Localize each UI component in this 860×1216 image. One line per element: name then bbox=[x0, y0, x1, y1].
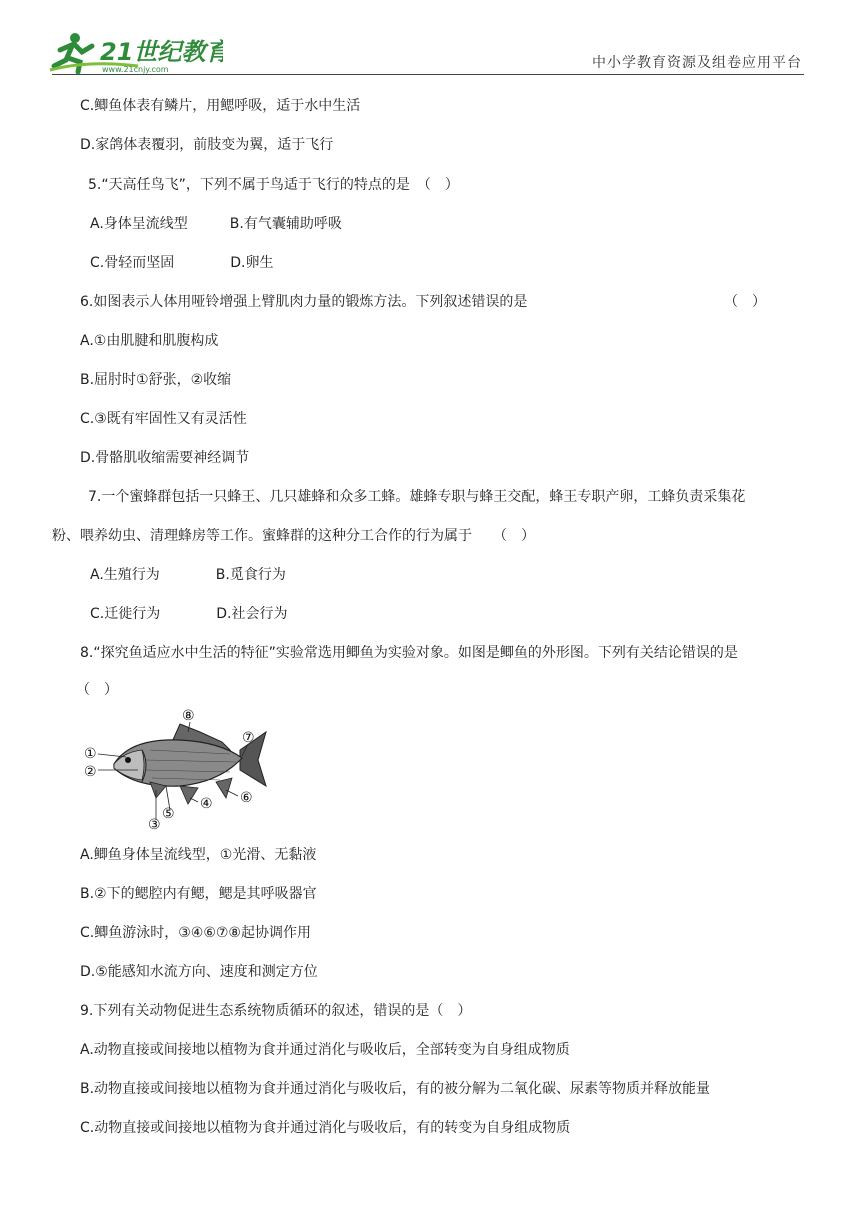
q4-option-c: C.鲫鱼体表有鳞片，用鳃呼吸，适于水中生活 bbox=[80, 98, 361, 114]
svg-text:21世纪教育: 21世纪教育 bbox=[100, 38, 223, 66]
label-4: ④ bbox=[200, 796, 213, 812]
q6-option-c: C.③既有牢固性又有灵活性 bbox=[80, 411, 247, 427]
q8-option-b: B.②下的鳃腔内有鳃，鳃是其呼吸器官 bbox=[80, 886, 317, 902]
question-6-bracket: （ ） bbox=[724, 294, 766, 310]
question-8-bracket: （ ） bbox=[76, 682, 118, 698]
fish-figure bbox=[80, 702, 280, 832]
q6-option-b: B.屈肘时①舒张，②收缩 bbox=[80, 372, 232, 388]
q9-option-c: C.动物直接或间接地以植物为食并通过消化与吸收后，有的转变为自身组成物质 bbox=[80, 1120, 571, 1136]
label-8: ⑧ bbox=[182, 708, 195, 724]
label-5: ⑤ bbox=[162, 806, 175, 822]
logo bbox=[48, 30, 223, 76]
crucian-carp-diagram bbox=[80, 702, 280, 832]
q8-option-c: C.鲫鱼游泳时，③④⑥⑦⑧起协调作用 bbox=[80, 925, 311, 941]
label-7: ⑦ bbox=[242, 730, 255, 746]
question-7-line2: 粉、喂养幼虫、清理蜂房等工作。蜜蜂群的这种分工合作的行为属于 （ ） bbox=[52, 528, 535, 544]
platform-name: 中小学教育资源及组卷应用平台 bbox=[592, 55, 802, 71]
label-3: ③ bbox=[148, 817, 161, 832]
q8-option-d: D.⑤能感知水流方向、速度和测定方位 bbox=[80, 964, 318, 980]
logo-graphic bbox=[48, 30, 223, 76]
question-8-line1: 8.“探究鱼适应水中生活的特征”实验常选用鲫鱼为实验对象。如图是鲫鱼的外形图。下列有关结论错误的是 bbox=[80, 645, 738, 661]
q4-option-d: D.家鸽体表覆羽，前肢变为翼，适于飞行 bbox=[80, 137, 334, 153]
svg-text:www.21cnjy.com: www.21cnjy.com bbox=[102, 65, 169, 74]
label-1: ① bbox=[84, 746, 97, 762]
q7-options-cd: C.迁徙行为 D.社会行为 bbox=[90, 606, 288, 622]
question-5: 5.“天高任鸟飞”，下列不属于鸟适于飞行的特点的是 （ ） bbox=[88, 177, 459, 193]
question-7-line1: 7.一个蜜蜂群包括一只蜂王、几只雄蜂和众多工蜂。雄蜂专职与蜂王交配，蜂王专职产卵，工蜂负责采集花 bbox=[88, 489, 746, 505]
q8-option-a: A.鲫鱼身体呈流线型，①光滑、无黏液 bbox=[80, 847, 317, 863]
q9-option-a: A.动物直接或间接地以植物为食并通过消化与吸收后，全部转变为自身组成物质 bbox=[80, 1042, 570, 1058]
q7-options-ab: A.生殖行为 B.觅食行为 bbox=[90, 567, 286, 583]
question-9: 9.下列有关动物促进生态系统物质循环的叙述，错误的是（ ） bbox=[80, 1003, 472, 1019]
q6-option-a: A.①由肌腱和肌腹构成 bbox=[80, 333, 219, 349]
q9-option-b: B.动物直接或间接地以植物为食并通过消化与吸收后，有的被分解为二氧化碳、尿素等物质并释放能量 bbox=[80, 1081, 711, 1097]
q5-options-cd: C.骨轻而坚固 D.卵生 bbox=[90, 255, 274, 271]
q5-options-ab: A.身体呈流线型 B.有气囊辅助呼吸 bbox=[90, 216, 342, 232]
label-6: ⑥ bbox=[240, 790, 253, 806]
page-header bbox=[0, 0, 860, 80]
q6-option-d: D.骨骼肌收缩需要神经调节 bbox=[80, 450, 250, 466]
label-2: ② bbox=[84, 764, 97, 780]
question-6: 6.如图表示人体用哑铃增强上臂肌肉力量的锻炼方法。下列叙述错误的是 bbox=[80, 294, 528, 310]
header-rule bbox=[52, 74, 804, 75]
